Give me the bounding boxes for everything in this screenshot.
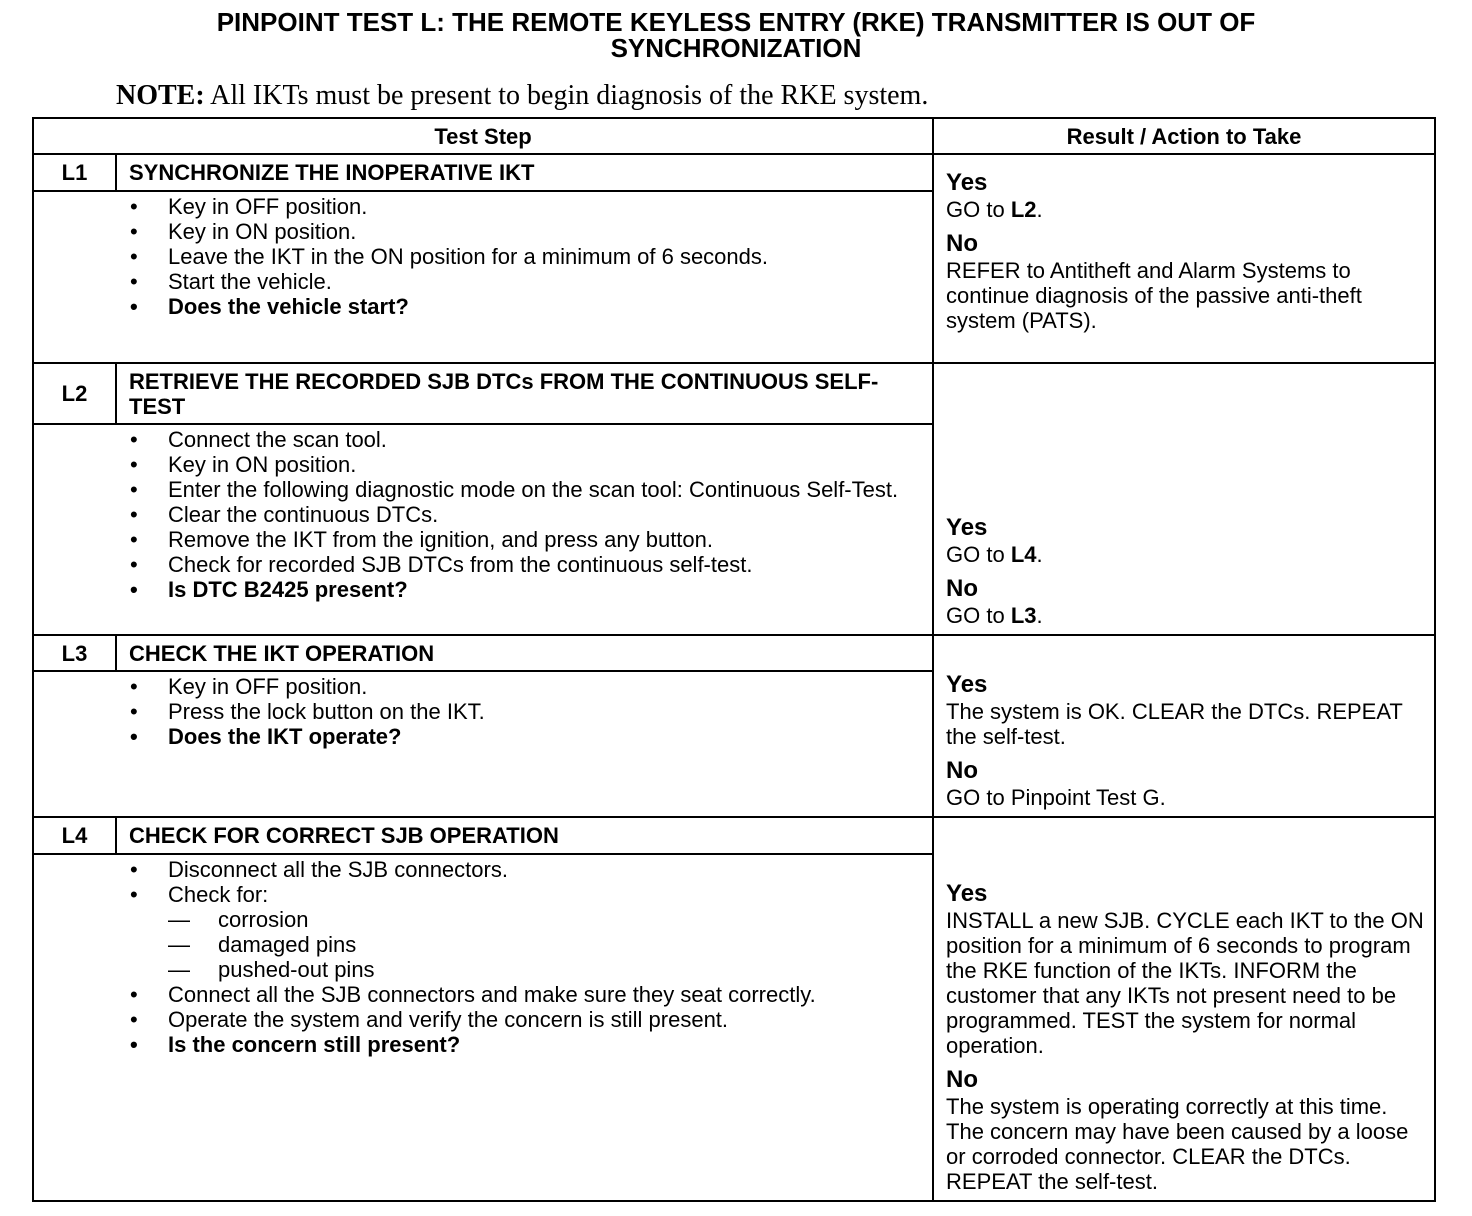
step-id: L3 xyxy=(33,635,116,671)
no-label: No xyxy=(946,757,979,784)
list-item: • Connect the scan tool. xyxy=(130,427,918,452)
list-item-question: • Is DTC B2425 present? xyxy=(130,577,918,602)
step-l1-header-row xyxy=(33,154,1435,191)
step-l3-header-row xyxy=(33,635,1435,671)
sub-list-item: — pushed-out pins xyxy=(130,957,918,982)
table-header-row xyxy=(33,118,1435,154)
step-l3-body xyxy=(116,671,933,817)
list-item: • Operate the system and verify the concern is still present. xyxy=(130,1007,918,1032)
step-heading: SYNCHRONIZE THE INOPERATIVE IKT xyxy=(116,154,933,191)
no-action: GO to L3. xyxy=(946,603,1043,628)
column-header-test-step: Test Step xyxy=(33,118,933,154)
step-list xyxy=(130,674,918,749)
step-list xyxy=(130,427,918,602)
step-list xyxy=(130,194,918,319)
yes-action: GO to L2. xyxy=(946,197,1043,222)
note-text: All IKTs must be present to begin diagnosis of the RKE system. xyxy=(204,80,929,111)
page-title xyxy=(0,9,1472,61)
step-heading: RETRIEVE THE RECORDED SJB DTCs FROM THE CONTINUOUS SELF-TEST xyxy=(116,363,933,424)
no-label: No xyxy=(946,575,979,602)
step-list xyxy=(130,857,918,1057)
step-l1-result xyxy=(933,154,1435,363)
sub-list-item: — damaged pins xyxy=(130,932,918,957)
list-item: • Clear the continuous DTCs. xyxy=(130,502,918,527)
yes-label: Yes xyxy=(946,880,988,907)
no-action: The system is operating correctly at this time. The concern may have been caused by a loose or corroded connector. CLEAR the DTCs. REPEAT the self-test. xyxy=(946,1094,1409,1194)
list-item: • Key in ON position. xyxy=(130,219,918,244)
list-item: • Press the lock button on the IKT. xyxy=(130,699,918,724)
yes-label: Yes xyxy=(946,514,988,541)
list-item-question: • Does the vehicle start? xyxy=(130,294,918,319)
list-item: • Connect all the SJB connectors and make sure they seat correctly. xyxy=(130,982,918,1007)
list-item: • Key in OFF position. xyxy=(130,674,918,699)
list-item-question: • Does the IKT operate? xyxy=(130,724,918,749)
list-item: • Remove the IKT from the ignition, and press any button. xyxy=(130,527,918,552)
step-l2-body xyxy=(116,424,933,635)
list-item: • Leave the IKT in the ON position for a minimum of 6 seconds. xyxy=(130,244,918,269)
no-action: REFER to Antitheft and Alarm Systems to continue diagnosis of the passive anti-theft system (PATS). xyxy=(946,258,1362,333)
list-item: • Disconnect all the SJB connectors. xyxy=(130,857,918,882)
note xyxy=(116,80,928,112)
step-l2-header-row xyxy=(33,363,1435,424)
step-l4-header-row xyxy=(33,817,1435,854)
title-line-1: PINPOINT TEST L: THE REMOTE KEYLESS ENTRY (RKE) TRANSMITTER IS OUT OF xyxy=(216,7,1256,37)
step-heading: CHECK THE IKT OPERATION xyxy=(116,635,933,671)
no-label: No xyxy=(946,230,979,257)
no-label: No xyxy=(946,1066,979,1093)
step-l4-result xyxy=(933,817,1435,1201)
list-item: • Check for recorded SJB DTCs from the continuous self-test. xyxy=(130,552,918,577)
list-item: • Key in ON position. xyxy=(130,452,918,477)
list-item-question: • Is the concern still present? xyxy=(130,1032,918,1057)
yes-label: Yes xyxy=(946,671,988,698)
step-id: L4 xyxy=(33,817,116,854)
yes-action: The system is OK. CLEAR the DTCs. REPEAT the self-test. xyxy=(946,699,1403,749)
list-item: • Check for: xyxy=(130,882,918,907)
title-line-2: SYNCHRONIZATION xyxy=(610,33,862,63)
step-l2-result xyxy=(933,363,1435,635)
no-action: GO to Pinpoint Test G. xyxy=(946,785,1166,810)
step-l4-body xyxy=(116,854,933,1201)
step-heading: CHECK FOR CORRECT SJB OPERATION xyxy=(116,817,933,854)
step-l3-result xyxy=(933,635,1435,817)
step-id: L1 xyxy=(33,154,116,191)
yes-action: GO to L4. xyxy=(946,542,1043,567)
list-item: • Start the vehicle. xyxy=(130,269,918,294)
step-id: L2 xyxy=(33,363,116,424)
list-item: • Key in OFF position. xyxy=(130,194,918,219)
sub-list-item: — corrosion xyxy=(130,907,918,932)
pinpoint-test-table xyxy=(32,117,1436,1202)
list-item: • Enter the following diagnostic mode on the scan tool: Continuous Self-Test. xyxy=(130,477,918,502)
yes-action: INSTALL a new SJB. CYCLE each IKT to the ON position for a minimum of 6 seconds to program the RKE function of the IKTs. INFORM the customer that any IKTs not present need to be programmed. TEST the system for normal operation. xyxy=(946,908,1424,1058)
note-label: NOTE: xyxy=(116,80,205,111)
yes-label: Yes xyxy=(946,169,988,196)
column-header-result: Result / Action to Take xyxy=(933,118,1435,154)
step-l1-body xyxy=(116,191,933,363)
